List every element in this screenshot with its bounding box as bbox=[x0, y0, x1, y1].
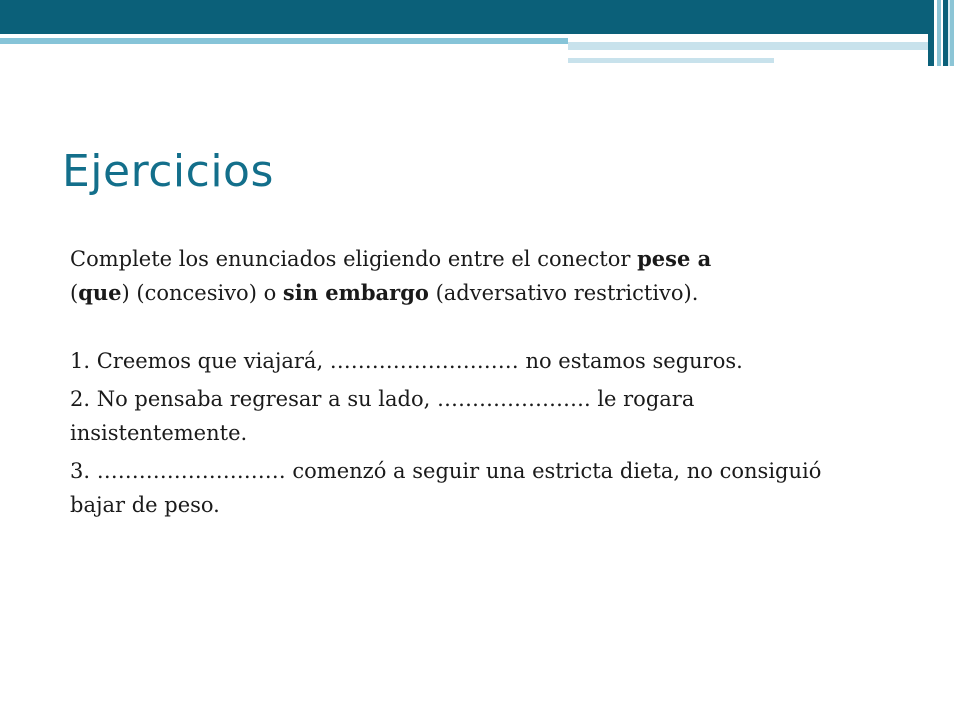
slide-title: Ejercicios bbox=[62, 146, 274, 197]
header-banner bbox=[0, 0, 960, 34]
decorative-line bbox=[568, 58, 774, 63]
exercise-item: 1. Creemos que viajará, ……………………… no estamos seguros. bbox=[70, 349, 743, 373]
decorative-line bbox=[0, 38, 568, 44]
instructions bbox=[70, 242, 870, 310]
exercise-item: 3. ……………………… comenzó a seguir una estricta dieta, no consiguió bajar de peso. bbox=[70, 459, 822, 517]
connector-pese-a: pese a bbox=[637, 246, 712, 271]
slide-body bbox=[70, 242, 870, 522]
instructions-text: Complete los enunciados eligiendo entre el conector bbox=[70, 247, 638, 271]
instructions-text: (adversativo restrictivo). bbox=[428, 281, 699, 305]
connector-sin-embargo: sin embargo bbox=[282, 280, 429, 305]
connector-que: que bbox=[78, 280, 122, 305]
exercise-item: 2. No pensaba regresar a su lado, …………………. le rogara insistentemente. bbox=[70, 387, 695, 445]
decorative-line bbox=[568, 42, 960, 50]
decorative-stripes bbox=[928, 0, 960, 66]
instructions-text: ) (concesivo) o bbox=[121, 281, 283, 305]
decorative-line bbox=[568, 51, 888, 53]
instructions-text: ( bbox=[70, 281, 79, 305]
